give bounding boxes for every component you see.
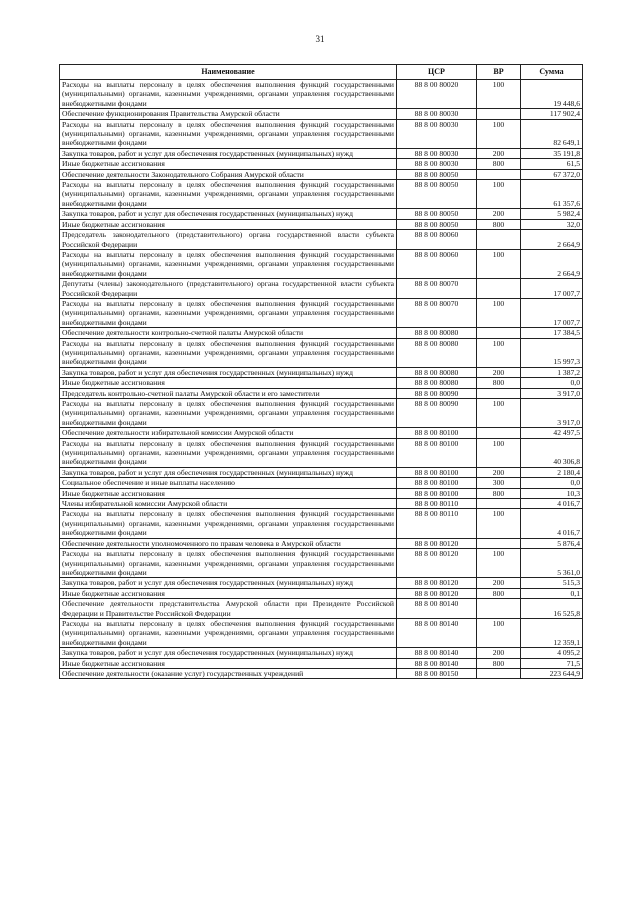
header-name: Наименование [60, 65, 397, 80]
table-row [60, 338, 583, 367]
cell-vr: 200 [477, 467, 521, 477]
table-row [60, 399, 583, 428]
cell-name: Иные бюджетные ассигнования [60, 588, 397, 598]
table-row [60, 499, 583, 509]
cell-vr: 200 [477, 148, 521, 158]
cell-csr: 88 8 00 80100 [397, 478, 477, 488]
cell-vr [477, 328, 521, 338]
page-number: 31 [315, 34, 325, 44]
cell-sum: 17 384,5 [521, 328, 583, 338]
cell-name: Обеспечение деятельности представительства Амурской области при Президенте Российской Федерации и Правительстве Российской Федерации [60, 599, 397, 619]
cell-vr: 100 [477, 549, 521, 578]
cell-vr [477, 499, 521, 509]
cell-vr: 200 [477, 648, 521, 658]
table-row [60, 249, 583, 278]
cell-sum: 4 016,7 [521, 499, 583, 509]
cell-csr: 88 8 00 80030 [397, 109, 477, 119]
cell-name: Обеспечение деятельности Законодательного Собрания Амурской области [60, 169, 397, 179]
cell-vr [477, 109, 521, 119]
cell-sum: 117 902,4 [521, 109, 583, 119]
cell-csr: 88 8 00 80020 [397, 80, 477, 109]
cell-sum: 0,0 [521, 478, 583, 488]
cell-csr: 88 8 00 80140 [397, 599, 477, 619]
cell-csr: 88 8 00 80050 [397, 209, 477, 219]
cell-vr [477, 388, 521, 398]
table-row [60, 438, 583, 467]
table-row [60, 279, 583, 299]
cell-sum: 17 007,7 [521, 298, 583, 327]
cell-sum: 5 982,4 [521, 209, 583, 219]
cell-vr: 100 [477, 180, 521, 209]
table-row [60, 578, 583, 588]
cell-name: Обеспечение деятельности уполномоченного по правам человека в Амурской области [60, 538, 397, 548]
cell-sum: 2 664,9 [521, 249, 583, 278]
cell-vr: 100 [477, 119, 521, 148]
cell-name: Председатель контрольно-счетной палаты Амурской области и его заместители [60, 388, 397, 398]
cell-sum: 515,3 [521, 578, 583, 588]
cell-sum: 0,0 [521, 378, 583, 388]
cell-name: Закупка товаров, работ и услуг для обеспечения государственных (муниципальных) нужд [60, 467, 397, 477]
cell-sum: 40 306,8 [521, 438, 583, 467]
cell-sum: 42 497,5 [521, 428, 583, 438]
cell-name: Председатель законодательного (представительного) органа государственной власти субъекта Российской Федерации [60, 230, 397, 250]
cell-csr: 88 8 00 80050 [397, 169, 477, 179]
cell-vr: 100 [477, 399, 521, 428]
cell-sum: 32,0 [521, 219, 583, 229]
header-vr: ВР [477, 65, 521, 80]
cell-name: Иные бюджетные ассигнования [60, 159, 397, 169]
cell-name: Расходы на выплаты персоналу в целях обеспечения выполнения функций государственными (муниципальными) органами, казенными учреждениями, органами управления государственными внебюджетными фондами [60, 338, 397, 367]
cell-vr: 100 [477, 298, 521, 327]
table-row [60, 328, 583, 338]
cell-vr: 100 [477, 80, 521, 109]
cell-name: Расходы на выплаты персоналу в целях обеспечения выполнения функций государственными (муниципальными) органами, казенными учреждениями, органами управления государственными внебюджетными фондами [60, 618, 397, 647]
budget-table [59, 64, 583, 679]
cell-vr: 800 [477, 588, 521, 598]
cell-vr: 100 [477, 338, 521, 367]
table-row [60, 230, 583, 250]
header-csr: ЦСР [397, 65, 477, 80]
cell-sum: 12 359,1 [521, 618, 583, 647]
cell-name: Депутаты (члены) законодательного (представительного) органа государственной власти субъекта Российской Федерации [60, 279, 397, 299]
table-row [60, 80, 583, 109]
cell-vr: 800 [477, 488, 521, 498]
cell-vr: 200 [477, 367, 521, 377]
table-row [60, 658, 583, 668]
table-row [60, 648, 583, 658]
cell-csr: 88 8 00 80030 [397, 148, 477, 158]
table-row [60, 509, 583, 538]
cell-sum: 5 361,0 [521, 549, 583, 578]
budget-table-wrapper [59, 64, 582, 679]
cell-csr: 88 8 00 80030 [397, 159, 477, 169]
cell-sum: 19 448,6 [521, 80, 583, 109]
cell-sum: 4 016,7 [521, 509, 583, 538]
cell-name: Расходы на выплаты персоналу в целях обеспечения выполнения функций государственными (муниципальными) органами, казенными учреждениями, органами управления государственными внебюджетными фондами [60, 298, 397, 327]
cell-sum: 2 664,9 [521, 230, 583, 250]
cell-name: Расходы на выплаты персоналу в целях обеспечения выполнения функций государственными (муниципальными) органами, казенными учреждениями, органами управления государственными внебюджетными фондами [60, 180, 397, 209]
cell-name: Закупка товаров, работ и услуг для обеспечения государственных (муниципальных) нужд [60, 648, 397, 658]
cell-vr [477, 169, 521, 179]
cell-name: Расходы на выплаты персоналу в целях обеспечения выполнения функций государственными (муниципальными) органами, казенными учреждениями, органами управления государственными внебюджетными фондами [60, 80, 397, 109]
cell-csr: 88 8 00 80120 [397, 538, 477, 548]
cell-vr: 100 [477, 249, 521, 278]
cell-name: Социальное обеспечение и иные выплаты населению [60, 478, 397, 488]
cell-name: Расходы на выплаты персоналу в целях обеспечения выполнения функций государственными (муниципальными) органами, казенными учреждениями, органами управления государственными внебюджетными фондами [60, 509, 397, 538]
cell-csr: 88 8 00 80060 [397, 249, 477, 278]
cell-vr: 800 [477, 159, 521, 169]
cell-sum: 3 917,0 [521, 399, 583, 428]
cell-vr [477, 538, 521, 548]
cell-name: Расходы на выплаты персоналу в целях обеспечения выполнения функций государственными (муниципальными) органами, казенными учреждениями, органами управления государственными внебюджетными фондами [60, 119, 397, 148]
cell-sum: 82 649,1 [521, 119, 583, 148]
cell-vr: 300 [477, 478, 521, 488]
cell-csr: 88 8 00 80060 [397, 230, 477, 250]
cell-vr: 100 [477, 618, 521, 647]
cell-csr: 88 8 00 80090 [397, 399, 477, 428]
cell-csr: 88 8 00 80120 [397, 549, 477, 578]
cell-vr [477, 599, 521, 619]
table-row [60, 467, 583, 477]
cell-csr: 88 8 00 80140 [397, 618, 477, 647]
cell-csr: 88 8 00 80080 [397, 338, 477, 367]
cell-vr: 800 [477, 658, 521, 668]
cell-sum: 0,1 [521, 588, 583, 598]
cell-sum: 16 525,8 [521, 599, 583, 619]
cell-sum: 1 387,2 [521, 367, 583, 377]
cell-sum: 61,5 [521, 159, 583, 169]
table-header-row [60, 65, 583, 80]
table-row [60, 388, 583, 398]
cell-csr: 88 8 00 80100 [397, 467, 477, 477]
cell-sum: 61 357,6 [521, 180, 583, 209]
table-row [60, 588, 583, 598]
cell-csr: 88 8 00 80080 [397, 328, 477, 338]
cell-vr: 100 [477, 509, 521, 538]
cell-vr [477, 668, 521, 678]
table-row [60, 378, 583, 388]
cell-csr: 88 8 00 80150 [397, 668, 477, 678]
cell-csr: 88 8 00 80050 [397, 180, 477, 209]
cell-name: Иные бюджетные ассигнования [60, 378, 397, 388]
cell-vr: 800 [477, 378, 521, 388]
cell-vr: 100 [477, 438, 521, 467]
table-row [60, 599, 583, 619]
cell-csr: 88 8 00 80110 [397, 509, 477, 538]
table-row [60, 219, 583, 229]
table-row [60, 119, 583, 148]
cell-name: Расходы на выплаты персоналу в целях обеспечения выполнения функций государственными (муниципальными) органами, казенными учреждениями, органами управления государственными внебюджетными фондами [60, 549, 397, 578]
cell-sum: 3 917,0 [521, 388, 583, 398]
header-sum: Сумма [521, 65, 583, 80]
table-row [60, 159, 583, 169]
cell-name: Иные бюджетные ассигнования [60, 658, 397, 668]
cell-sum: 15 997,3 [521, 338, 583, 367]
cell-sum: 4 095,2 [521, 648, 583, 658]
cell-name: Обеспечение деятельности контрольно-счетной палаты Амурской области [60, 328, 397, 338]
cell-sum: 35 191,8 [521, 148, 583, 158]
table-row [60, 298, 583, 327]
cell-sum: 2 180,4 [521, 467, 583, 477]
cell-csr: 88 8 00 80100 [397, 488, 477, 498]
cell-csr: 88 8 00 80070 [397, 298, 477, 327]
cell-csr: 88 8 00 80100 [397, 438, 477, 467]
cell-name: Иные бюджетные ассигнования [60, 219, 397, 229]
table-row [60, 538, 583, 548]
cell-vr [477, 230, 521, 250]
table-row [60, 488, 583, 498]
cell-name: Обеспечение деятельности избирательной комиссии Амурской области [60, 428, 397, 438]
cell-csr: 88 8 00 80070 [397, 279, 477, 299]
cell-vr [477, 428, 521, 438]
cell-csr: 88 8 00 80030 [397, 119, 477, 148]
table-row [60, 148, 583, 158]
cell-sum: 223 644,9 [521, 668, 583, 678]
table-row [60, 618, 583, 647]
cell-csr: 88 8 00 80080 [397, 378, 477, 388]
cell-sum: 67 372,0 [521, 169, 583, 179]
cell-csr: 88 8 00 80100 [397, 428, 477, 438]
table-row [60, 428, 583, 438]
cell-name: Расходы на выплаты персоналу в целях обеспечения выполнения функций государственными (муниципальными) органами, казенными учреждениями, органами управления государственными внебюджетными фондами [60, 438, 397, 467]
cell-sum: 17 007,7 [521, 279, 583, 299]
cell-csr: 88 8 00 80120 [397, 578, 477, 588]
cell-sum: 71,5 [521, 658, 583, 668]
cell-name: Закупка товаров, работ и услуг для обеспечения государственных (муниципальных) нужд [60, 209, 397, 219]
cell-name: Расходы на выплаты персоналу в целях обеспечения выполнения функций государственными (муниципальными) органами, казенными учреждениями, органами управления государственными внебюджетными фондами [60, 249, 397, 278]
cell-csr: 88 8 00 80090 [397, 388, 477, 398]
cell-name: Закупка товаров, работ и услуг для обеспечения государственных (муниципальных) нужд [60, 148, 397, 158]
cell-csr: 88 8 00 80120 [397, 588, 477, 598]
cell-csr: 88 8 00 80110 [397, 499, 477, 509]
table-row [60, 109, 583, 119]
cell-csr: 88 8 00 80050 [397, 219, 477, 229]
cell-vr [477, 279, 521, 299]
cell-vr: 200 [477, 209, 521, 219]
cell-name: Расходы на выплаты персоналу в целях обеспечения выполнения функций государственными (муниципальными) органами, казенными учреждениями, органами управления государственными внебюджетными фондами [60, 399, 397, 428]
cell-name: Закупка товаров, работ и услуг для обеспечения государственных (муниципальных) нужд [60, 578, 397, 588]
cell-csr: 88 8 00 80080 [397, 367, 477, 377]
table-body [60, 80, 583, 679]
table-row [60, 169, 583, 179]
cell-vr: 200 [477, 578, 521, 588]
cell-name: Обеспечение функционирования Правительства Амурской области [60, 109, 397, 119]
cell-csr: 88 8 00 80140 [397, 648, 477, 658]
table-row [60, 367, 583, 377]
cell-name: Обеспечение деятельности (оказание услуг) государственных учреждений [60, 668, 397, 678]
cell-vr: 800 [477, 219, 521, 229]
cell-sum: 10,3 [521, 488, 583, 498]
cell-name: Закупка товаров, работ и услуг для обеспечения государственных (муниципальных) нужд [60, 367, 397, 377]
table-row [60, 478, 583, 488]
table-row [60, 668, 583, 678]
cell-name: Члены избирательной комиссии Амурской области [60, 499, 397, 509]
table-row [60, 209, 583, 219]
table-row [60, 180, 583, 209]
table-row [60, 549, 583, 578]
cell-csr: 88 8 00 80140 [397, 658, 477, 668]
cell-sum: 5 876,4 [521, 538, 583, 548]
cell-name: Иные бюджетные ассигнования [60, 488, 397, 498]
